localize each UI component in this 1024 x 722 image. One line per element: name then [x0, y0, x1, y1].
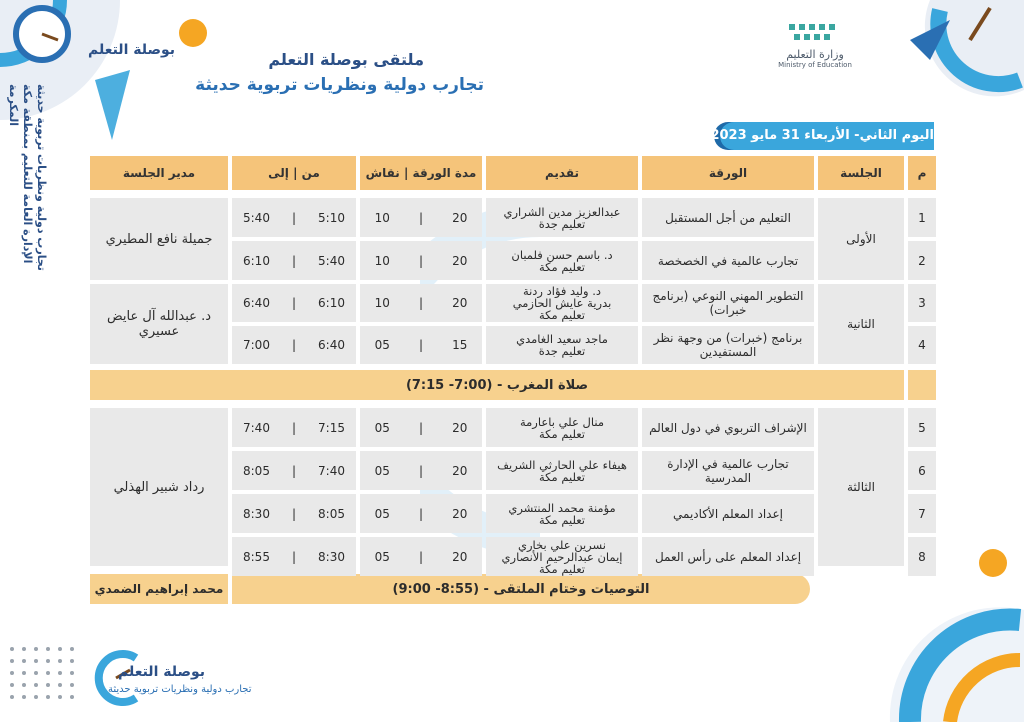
row-presenter-cell	[486, 494, 638, 533]
row-presenter-line2: تعليم جدة	[538, 216, 586, 231]
separator: |	[291, 296, 297, 310]
row-paper-cell	[642, 537, 814, 576]
row-num-cell	[908, 284, 936, 322]
row-num-cell	[908, 537, 936, 576]
row-paper: التطوير المهني النوعي (برنامج خبرات)	[652, 289, 804, 317]
row-discussion: 10	[374, 210, 390, 225]
row-presenter-line2: تعليم مكة	[538, 426, 585, 441]
row-presenter-line1: د. وليد فؤاد ردنة	[522, 284, 602, 298]
separator: |	[418, 463, 424, 478]
row-time-cell	[232, 241, 356, 280]
session-third: الثالثة	[818, 408, 904, 566]
row-num-cell	[908, 408, 936, 447]
row-duration: 20	[452, 210, 468, 225]
row-time-cell	[232, 198, 356, 237]
row-paper: إعداد المعلم على رأس العمل	[654, 549, 802, 564]
separator: |	[291, 210, 297, 225]
row-duration-cell	[360, 241, 482, 280]
footer-brand: بوصلة التعلم	[118, 664, 206, 680]
row-presenter-cell	[486, 326, 638, 364]
row-discussion: 05	[374, 506, 390, 521]
break-row-num-cell	[908, 370, 936, 400]
row-num-cell	[908, 451, 936, 490]
row-time-from: 8:05	[318, 506, 345, 521]
row-paper: تجارب عالمية في الخصخصة	[657, 253, 799, 268]
session-first: الأولى	[818, 198, 904, 280]
row-presenter-cell	[486, 198, 638, 237]
row-duration: 20	[452, 549, 468, 564]
row-time-from: 8:30	[318, 549, 345, 564]
row-duration: 15	[452, 338, 468, 352]
row-time-from: 7:15	[318, 420, 345, 435]
header-num: م	[908, 156, 936, 190]
row-time-from: 7:40	[318, 463, 345, 478]
separator: |	[291, 506, 297, 521]
chair-closing: محمد إبراهيم الضمدي	[90, 574, 228, 604]
row-presenter-cell	[486, 451, 638, 490]
row-duration: 20	[452, 463, 468, 478]
separator: |	[418, 549, 424, 564]
row-paper-cell	[642, 408, 814, 447]
row-presenter-cell	[486, 284, 638, 322]
row-time-from: 6:10	[318, 296, 345, 310]
row-paper: إعداد المعلم الأكاديمي	[673, 506, 783, 521]
row-paper-cell	[642, 326, 814, 364]
row-presenter-line1: مؤمنة محمد المنتشري	[508, 500, 616, 515]
separator: |	[291, 253, 297, 268]
session-second: الثانية	[818, 284, 904, 364]
row-presenter-cell	[486, 408, 638, 447]
row-presenter-line3: تعليم مكة	[538, 561, 585, 576]
separator: |	[418, 253, 424, 268]
row-presenter-line2: تعليم جدة	[538, 344, 586, 358]
row-paper-cell	[642, 198, 814, 237]
row-presenter-line2: بدرية عايش الحازمي	[512, 296, 612, 310]
row-time-cell	[232, 494, 356, 533]
separator: |	[418, 296, 424, 310]
header-duration: مدة الورقة | نقاش	[360, 156, 482, 190]
chair-third: رداد شبير الهذلي	[90, 408, 228, 566]
header-time: من | إلى	[232, 156, 356, 190]
row-duration-cell	[360, 537, 482, 576]
row-num: 2	[918, 253, 926, 268]
row-paper-cell	[642, 241, 814, 280]
row-duration-cell	[360, 408, 482, 447]
row-time-to: 7:40	[243, 420, 270, 435]
row-time-to: 8:05	[243, 463, 270, 478]
row-duration: 20	[452, 253, 468, 268]
header-paper: الورقة	[642, 156, 814, 190]
separator: |	[291, 549, 297, 564]
row-time-cell	[232, 326, 356, 364]
row-discussion: 10	[374, 253, 390, 268]
row-paper-cell	[642, 494, 814, 533]
ministry-name-ar: وزارة التعليم	[786, 48, 844, 61]
day-date-banner: اليوم الثاني- الأربعاء 31 مايو 2023	[720, 122, 934, 150]
row-time-from: 5:10	[318, 210, 345, 225]
row-discussion: 05	[374, 463, 390, 478]
row-duration: 20	[452, 506, 468, 521]
row-time-cell	[232, 408, 356, 447]
row-num-cell	[908, 241, 936, 280]
separator: |	[418, 420, 424, 435]
header-presenter: تقديم	[486, 156, 638, 190]
row-discussion: 05	[374, 338, 390, 352]
row-paper: الإشراف التربوي في دول العالم	[649, 420, 807, 435]
row-duration-cell	[360, 326, 482, 364]
row-paper-cell	[642, 451, 814, 490]
row-paper: التعليم من أجل المستقبل	[665, 210, 791, 225]
row-paper: برنامج (خبرات) من وجهة نظر المستفيدين	[653, 331, 803, 359]
footer-subtitle: تجارب دولية ونظريات تربوية حديثة	[108, 684, 252, 695]
row-presenter-line1: عبدالعزيز مدين الشراري	[503, 204, 621, 219]
row-duration-cell	[360, 451, 482, 490]
row-presenter-line1: هيفاء علي الحارثي الشريف	[497, 457, 627, 472]
separator: |	[418, 506, 424, 521]
brand-top-left: بوصلة التعلم	[88, 42, 176, 58]
row-presenter-line2: تعليم مكة	[538, 469, 585, 484]
side-vertical-text: تجارب دولية ونظريات تربوية حديثة الإدارة العامة للتعليم بمنطقة مكة المكرمة	[7, 84, 48, 271]
row-num-cell	[908, 198, 936, 237]
break-row: صلاة المغرب - (7:00- 7:15)	[90, 370, 904, 400]
row-duration-cell	[360, 284, 482, 322]
separator: |	[291, 420, 297, 435]
row-time-to: 6:40	[243, 296, 270, 310]
row-discussion: 05	[374, 549, 390, 564]
row-num: 8	[918, 549, 926, 564]
row-num: 4	[918, 338, 926, 352]
row-num: 5	[918, 420, 926, 435]
ministry-emblem-icon	[785, 20, 845, 44]
row-presenter-line1: ماجد سعيد الغامدي	[516, 332, 608, 346]
row-time-from: 5:40	[318, 253, 345, 268]
row-paper-cell	[642, 284, 814, 322]
chair-first: جميلة نافع المطيري	[90, 198, 228, 280]
row-presenter-line1: منال علي باعارمة	[519, 414, 604, 429]
separator: |	[418, 338, 424, 352]
row-time-cell	[232, 284, 356, 322]
row-time-from: 6:40	[318, 338, 345, 352]
orange-dot-bottom	[978, 548, 1008, 578]
row-presenter-line2: تعليم مكة	[538, 259, 585, 274]
row-time-to: 8:55	[243, 549, 270, 564]
row-time-to: 7:00	[243, 338, 270, 352]
row-duration: 20	[452, 296, 468, 310]
chair-second: د. عبدالله آل عايض عسيري	[90, 284, 228, 364]
row-num-cell	[908, 494, 936, 533]
closing-row: التوصيات وختام الملتقى - (8:55- 9:00)	[232, 574, 810, 604]
header-chair: مدير الجلسة	[90, 156, 228, 190]
orange-dot-top	[178, 18, 208, 48]
separator: |	[291, 338, 297, 352]
row-time-to: 5:40	[243, 210, 270, 225]
compass-arc-top-right	[900, 0, 1024, 100]
row-duration-cell	[360, 494, 482, 533]
dot-grid-bottom-left	[8, 645, 88, 715]
page-title: ملتقى بوصلة التعلم	[268, 50, 424, 69]
row-presenter-line1: نسرين علي بخاري	[517, 537, 606, 552]
row-presenter-line2: تعليم مكة	[538, 512, 585, 527]
row-num: 3	[918, 296, 926, 310]
row-num: 7	[918, 506, 926, 521]
row-paper: تجارب عالمية في الإدارة المدرسية	[667, 456, 789, 485]
separator: |	[291, 463, 297, 478]
row-presenter-cell	[486, 241, 638, 280]
page-subtitle: تجارب دولية ونظريات تربوية حديثة	[195, 75, 484, 95]
row-presenter-cell	[486, 537, 638, 576]
bottom-right-swoosh	[870, 580, 1024, 722]
row-num-cell	[908, 326, 936, 364]
row-time-cell	[232, 451, 356, 490]
row-presenter-line3: تعليم مكة	[538, 308, 585, 322]
ministry-logo	[770, 20, 860, 69]
row-num: 1	[918, 210, 926, 225]
ministry-name-en: Ministry of Education	[778, 61, 852, 69]
row-time-cell	[232, 537, 356, 576]
row-time-to: 8:30	[243, 506, 270, 521]
row-discussion: 05	[374, 420, 390, 435]
row-presenter-line2: إيمان عبدالرحيم الأنصاري	[501, 549, 623, 564]
row-discussion: 10	[374, 296, 390, 310]
header-session: الجلسة	[818, 156, 904, 190]
row-time-to: 6:10	[243, 253, 270, 268]
separator: |	[418, 210, 424, 225]
row-duration: 20	[452, 420, 468, 435]
row-num: 6	[918, 463, 926, 478]
row-duration-cell	[360, 198, 482, 237]
row-presenter-line1: د. باسم حسن فلمبان	[511, 247, 613, 262]
